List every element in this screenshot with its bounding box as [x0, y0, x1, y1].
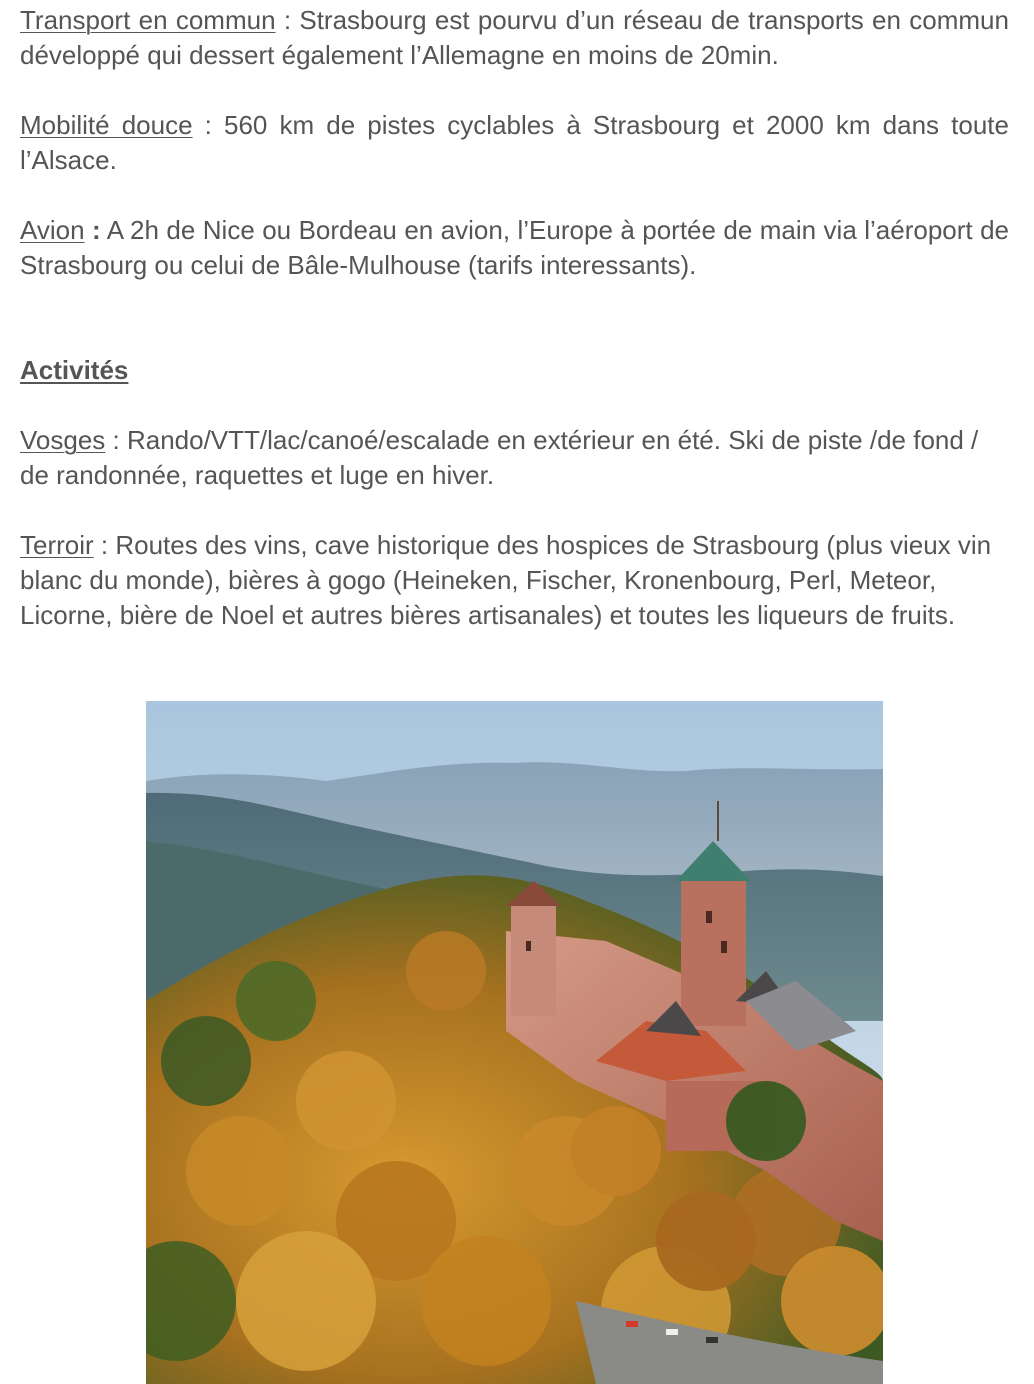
term-terroir: Terroir: [20, 530, 94, 560]
term-mobilite: Mobilité douce: [20, 110, 193, 140]
paragraph-vosges: [20, 423, 1009, 493]
text-terroir: : Routes des vins, cave historique des hospices de Strasbourg (plus vieux vin blanc du monde), bières à gogo (Heineken, Fischer, Kronenbourg, Perl, Meteor, Licorne, bière de Noel et autres bières artisanales) et toutes les liqueurs de fruits.: [20, 530, 992, 630]
castle-landscape-image: [146, 701, 883, 1384]
spacer: [20, 493, 1009, 528]
spacer: [20, 283, 1009, 353]
text-avion: A 2h de Nice ou Bordeau en avion, l’Europe à portée de main via l’aéroport de Strasbourg ou celui de Bâle-Mulhouse (tarifs interessants).: [20, 215, 1009, 280]
article-body: [20, 3, 1009, 633]
paragraph-mobilite: [20, 108, 1009, 178]
text-transport: : Strasbourg est pourvu d’un réseau de transports en commun développé qui dessert également l’Allemagne en moins de 20min.: [20, 5, 1009, 70]
spacer: [20, 73, 1009, 108]
paragraph-transport: [20, 3, 1009, 73]
paragraph-avion: [20, 213, 1009, 283]
colon-avion: :: [84, 215, 101, 245]
text-vosges: : Rando/VTT/lac/canoé/escalade en extérieur en été. Ski de piste /de fond / de randonnée, raquettes et luge en hiver.: [20, 425, 979, 490]
term-vosges: Vosges: [20, 425, 106, 455]
spacer: [20, 178, 1009, 213]
paragraph-terroir: [20, 528, 1009, 633]
spacer: [20, 388, 1009, 423]
section-heading-activites: Activités: [20, 355, 129, 385]
term-transport: Transport en commun: [20, 5, 276, 35]
castle-photo: [146, 701, 883, 1384]
text-mobilite: : 560 km de pistes cyclables à Strasbourg et 2000 km dans toute l’Alsace.: [20, 110, 1009, 175]
term-avion: Avion: [20, 215, 85, 245]
